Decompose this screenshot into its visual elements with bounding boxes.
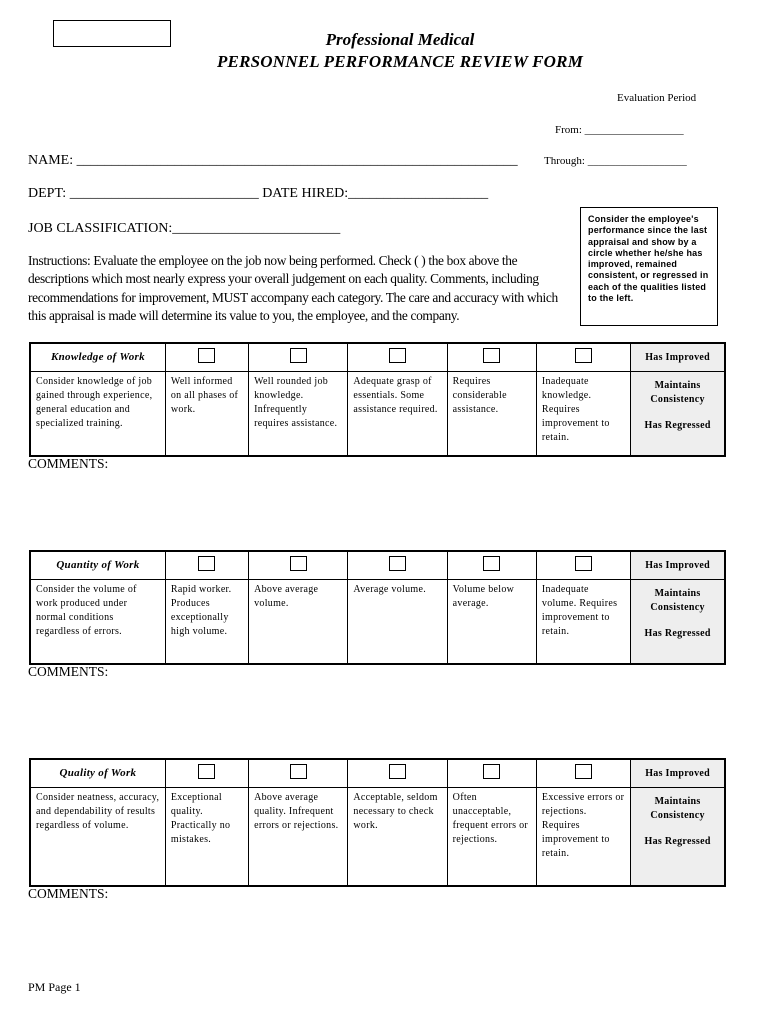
rating-checkbox[interactable]	[198, 348, 215, 363]
rating-description: Adequate grasp of essentials. Some assistance required.	[348, 372, 447, 456]
from-field[interactable]: From: __________________	[555, 124, 684, 136]
rating-checkbox[interactable]	[198, 764, 215, 779]
rating-description: Well informed on all phases of work.	[165, 372, 248, 456]
has-improved-option[interactable]: Has Improved	[631, 343, 725, 372]
name-field[interactable]: NAME: _______________________________________________________________	[28, 153, 518, 168]
quantity-of-work-table	[29, 550, 726, 665]
rating-checkbox[interactable]	[575, 556, 592, 571]
rating-description: Above average quality. Infrequent errors or rejections.	[249, 788, 348, 886]
comments-label: COMMENTS:	[28, 664, 109, 679]
rating-checkbox[interactable]	[483, 556, 500, 571]
rating-description: Inadequate volume. Requires improvement to retain.	[536, 580, 630, 664]
rating-checkbox[interactable]	[290, 348, 307, 363]
rating-description: Acceptable, seldom necessary to check work.	[348, 788, 447, 886]
rating-checkbox[interactable]	[575, 764, 592, 779]
rating-checkbox[interactable]	[575, 348, 592, 363]
instructions-text: Instructions: Evaluate the employee on the job now being performed. Check ( ) the box above the descriptions which most nearly express your overall judgement on each quality. Comments, including recommendations for improvement, MUST accompany each category. The care and accuracy with which this appraisal is made will determine its value to you, the employee, and the company.	[28, 253, 558, 323]
section-title: Quality of Work	[59, 767, 137, 779]
rating-description: Average volume.	[348, 580, 447, 664]
has-improved-option[interactable]: Has Improved	[631, 551, 725, 580]
rating-description: Often unacceptable, frequent errors or rejections.	[447, 788, 536, 886]
rating-checkbox[interactable]	[290, 556, 307, 571]
has-regressed-option[interactable]: Has Regressed	[644, 420, 711, 431]
section-title: Knowledge of Work	[50, 351, 145, 363]
rating-checkbox[interactable]	[389, 556, 406, 571]
maintains-consistency-option[interactable]: Maintains Consistency	[650, 588, 705, 613]
maintains-consistency-option[interactable]: Maintains Consistency	[650, 796, 705, 821]
through-field[interactable]: Through: __________________	[544, 155, 687, 167]
appraisal-note-box: Consider the employee's performance since the last appraisal and show by a circle whether he/she has improved, remained consistent, or regressed in each of the qualities listed to the left.	[580, 207, 718, 326]
rating-description: Inadequate knowledge. Requires improvement to retain.	[536, 372, 630, 456]
form-title: PERSONNEL PERFORMANCE REVIEW FORM	[216, 52, 584, 71]
section-description: Consider knowledge of job gained through experience, general education and specialized training.	[30, 372, 165, 456]
maintains-consistency-option[interactable]: Maintains Consistency	[650, 380, 705, 405]
rating-description: Above average volume.	[249, 580, 348, 664]
job-classification-field[interactable]: JOB CLASSIFICATION:________________________	[28, 221, 341, 236]
knowledge-of-work-table	[29, 342, 726, 457]
page-footer: PM Page 1	[28, 980, 81, 994]
dept-date-hired-field[interactable]: DEPT: ___________________________ DATE HIRED:____________________	[28, 186, 489, 201]
section-description: Consider the volume of work produced under normal conditions regardless of errors.	[30, 580, 165, 664]
has-regressed-option[interactable]: Has Regressed	[644, 836, 711, 847]
rating-description: Exceptional quality. Practically no mistakes.	[165, 788, 248, 886]
rating-checkbox[interactable]	[290, 764, 307, 779]
quality-of-work-table	[29, 758, 726, 887]
section-description: Consider neatness, accuracy, and dependability of results regardless of volume.	[30, 788, 165, 886]
comments-label: COMMENTS:	[28, 456, 109, 471]
has-regressed-option[interactable]: Has Regressed	[644, 628, 711, 639]
comments-area[interactable]	[28, 906, 725, 966]
rating-description: Well rounded job knowledge. Infrequently requires assistance.	[249, 372, 348, 456]
rating-description: Rapid worker. Produces exceptionally high volume.	[165, 580, 248, 664]
rating-description: Excessive errors or rejections. Requires improvement to retain.	[536, 788, 630, 886]
section-title: Quantity of Work	[56, 559, 140, 571]
rating-description: Requires considerable assistance.	[447, 372, 536, 456]
comments-area[interactable]	[28, 476, 725, 536]
rating-checkbox[interactable]	[483, 348, 500, 363]
rating-checkbox[interactable]	[198, 556, 215, 571]
has-improved-option[interactable]: Has Improved	[631, 759, 725, 788]
comments-area[interactable]	[28, 684, 725, 744]
evaluation-period-label: Evaluation Period	[617, 92, 697, 104]
comments-label: COMMENTS:	[28, 886, 109, 901]
rating-description: Volume below average.	[447, 580, 536, 664]
rating-checkbox[interactable]	[389, 764, 406, 779]
company-title: Professional Medical	[325, 30, 475, 49]
rating-checkbox[interactable]	[483, 764, 500, 779]
rating-checkbox[interactable]	[389, 348, 406, 363]
